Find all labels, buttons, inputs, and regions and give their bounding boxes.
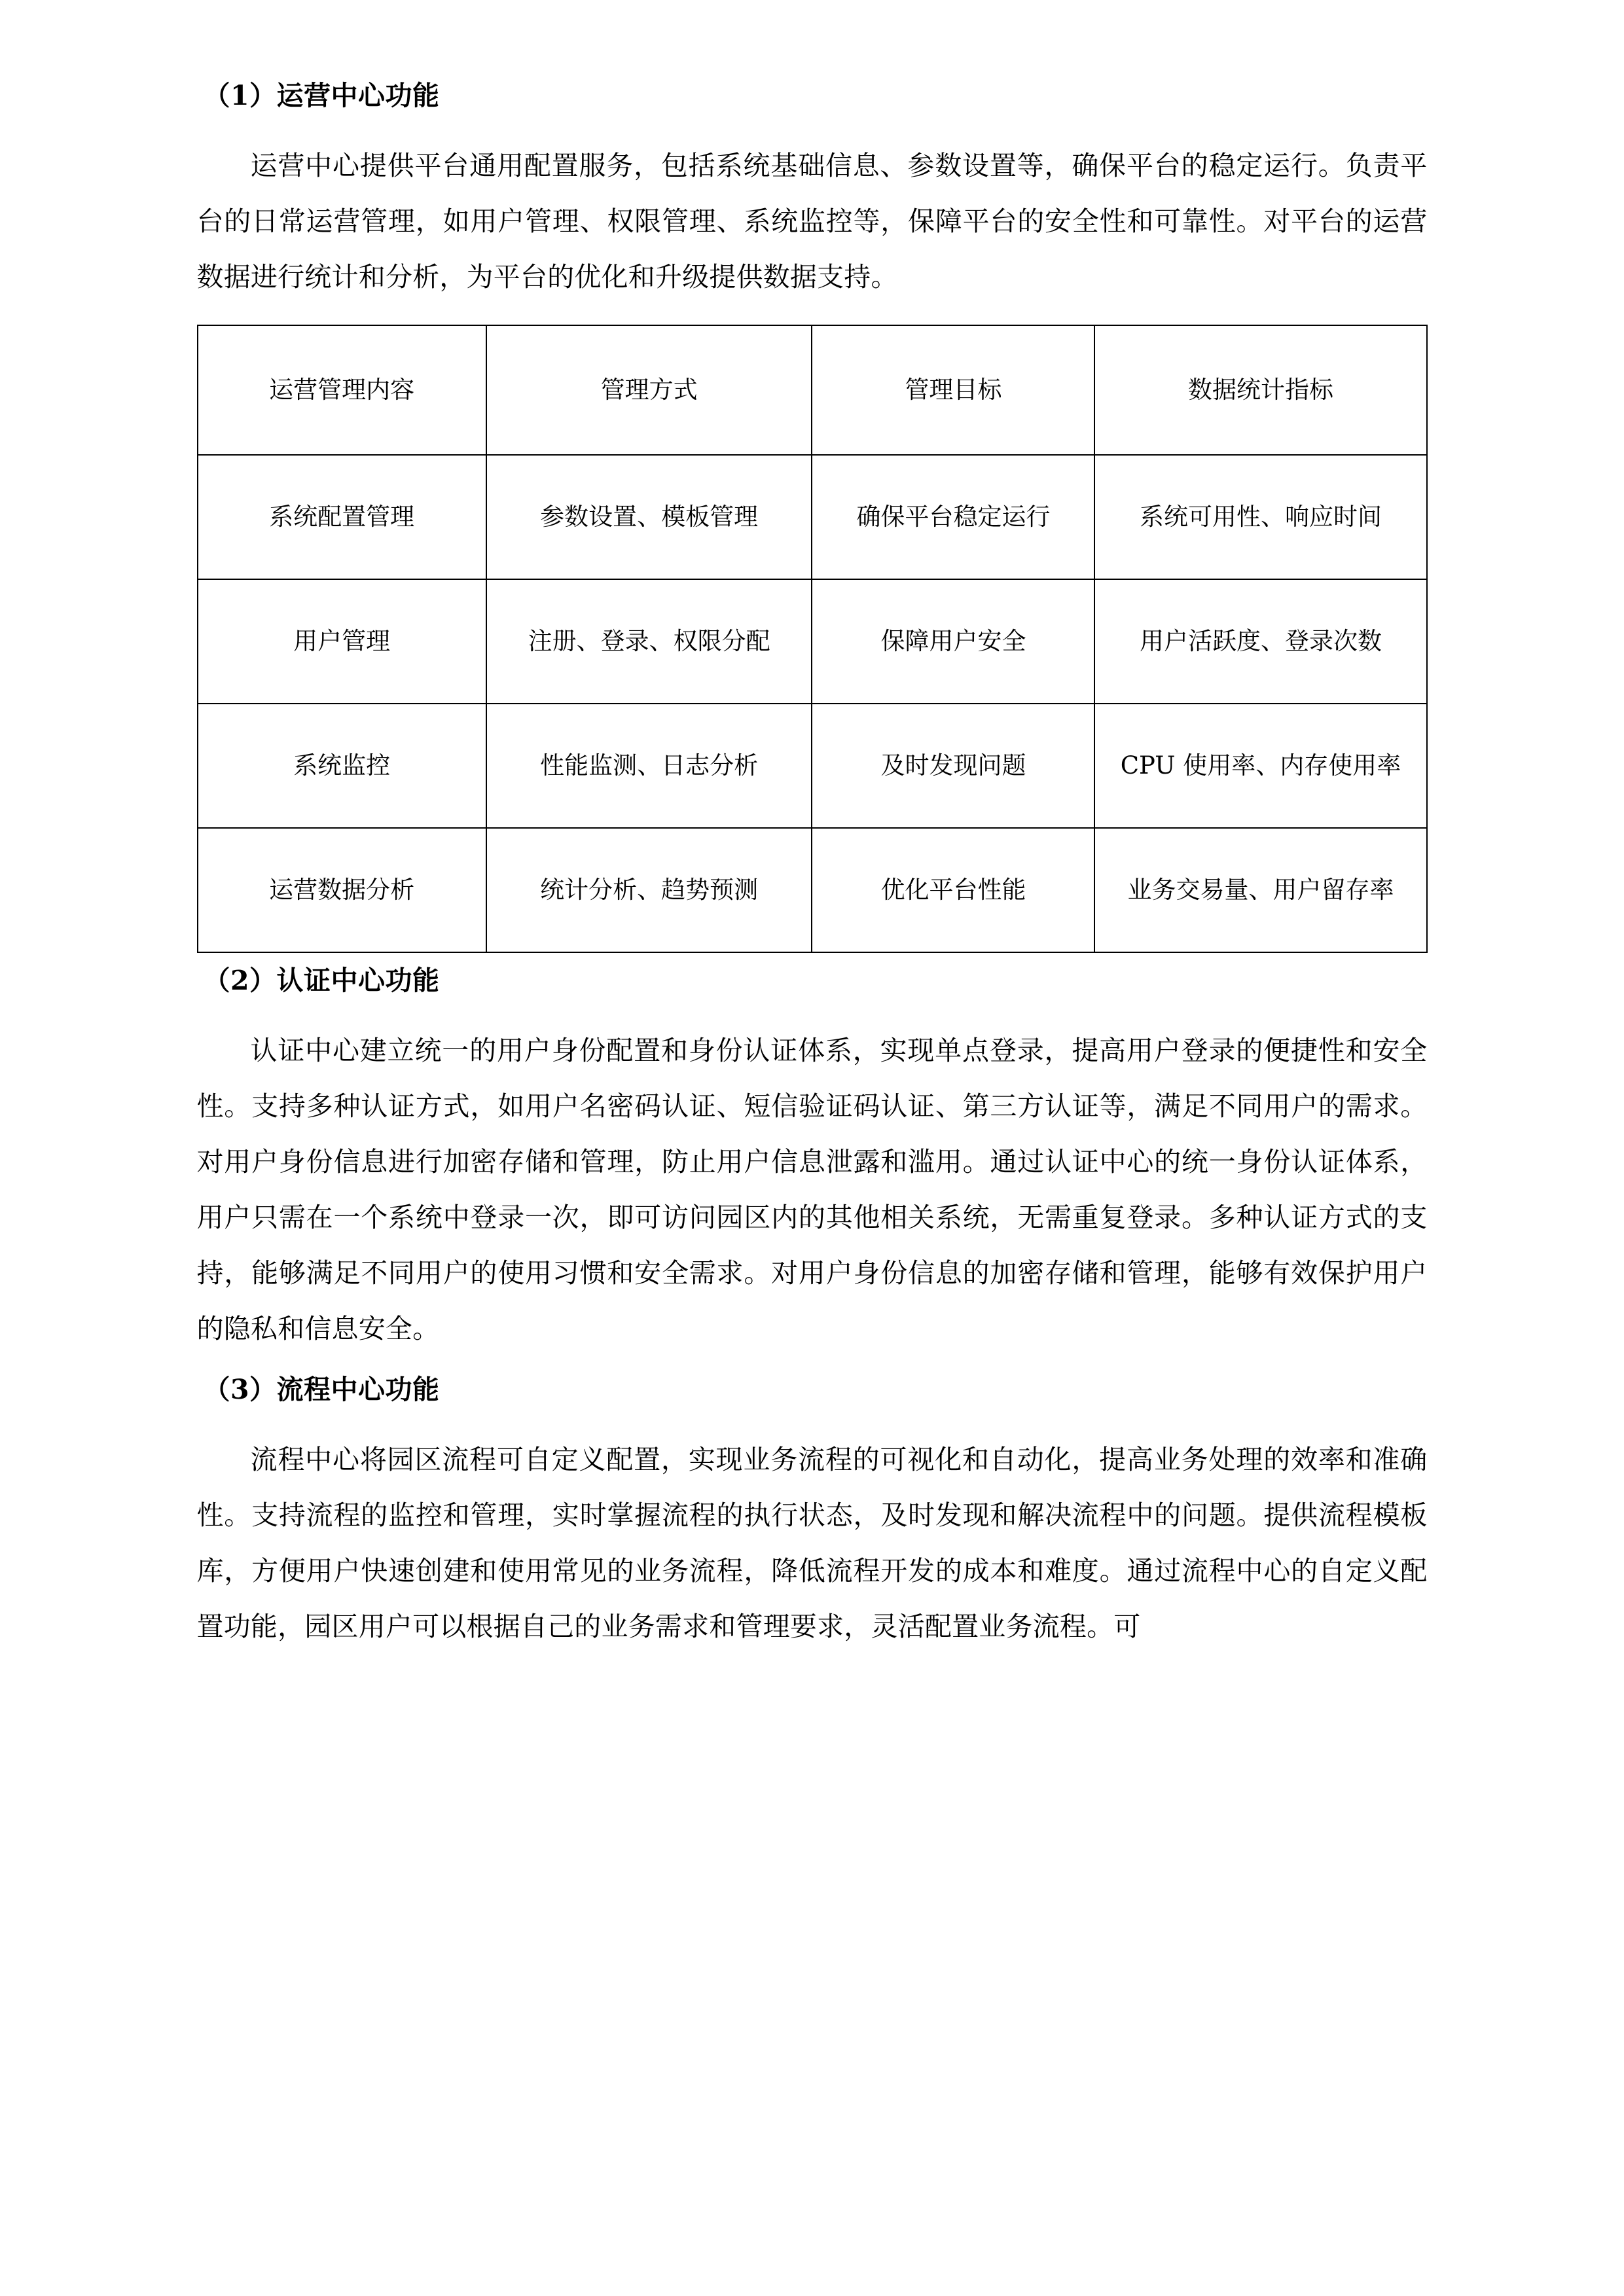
table-cell: 注册、登录、权限分配 — [486, 579, 812, 704]
table-cell: 保障用户安全 — [812, 579, 1094, 704]
table-cell: 用户活跃度、登录次数 — [1094, 579, 1426, 704]
table-cell: 业务交易量、用户留存率 — [1094, 828, 1426, 952]
table-cell: 确保平台稳定运行 — [812, 455, 1094, 579]
table-cell: 系统配置管理 — [198, 455, 486, 579]
paragraph-process-center: 流程中心将园区流程可自定义配置，实现业务流程的可视化和自动化，提高业务处理的效率和准确性。支持流程的监控和管理，实时掌握流程的执行状态，及时发现和解决流程中的问题。提供流程模板库，方便用户快速创建和使用常见的业务流程，降低流程开发的成本和难度。通过流程中心的自定义配置功能，园区用户可以根据自己的业务需求和管理要求，灵活配置业务流程。可 — [196, 1444, 1428, 1642]
table-cell: 运营数据分析 — [198, 828, 486, 952]
table-cell: 用户管理 — [198, 579, 486, 704]
paragraph-operations-center: 运营中心提供平台通用配置服务，包括系统基础信息、参数设置等，确保平台的稳定运行。负责平台的日常运营管理，如用户管理、权限管理、系统监控等，保障平台的安全性和可靠性。对平台的运营数据进行统计和分析，为平台的优化和升级提供数据支持。 — [196, 150, 1428, 293]
section-heading-auth-center: （2）认证中心功能 — [203, 965, 440, 996]
table-header-cell: 管理方式 — [486, 325, 812, 455]
table-cell: 优化平台性能 — [812, 828, 1094, 952]
table-row — [198, 455, 1427, 579]
table-header-cell: 管理目标 — [812, 325, 1094, 455]
table-header-row — [198, 325, 1427, 455]
table-cell: 参数设置、模板管理 — [486, 455, 812, 579]
table-cell: 性能监测、日志分析 — [486, 704, 812, 828]
table-cell: 系统可用性、响应时间 — [1094, 455, 1426, 579]
table-cell: 及时发现问题 — [812, 704, 1094, 828]
page-content — [197, 82, 1428, 1655]
table-cell: 统计分析、趋势预测 — [486, 828, 812, 952]
table-row — [198, 828, 1427, 952]
table-cell: 系统监控 — [198, 704, 486, 828]
table-cell: CPU 使用率、内存使用率 — [1094, 704, 1426, 828]
section-heading-operations-center: （1）运营中心功能 — [203, 80, 440, 111]
paragraph-auth-center: 认证中心建立统一的用户身份配置和身份认证体系，实现单点登录，提高用户登录的便捷性和安全性。支持多种认证方式，如用户名密码认证、短信验证码认证、第三方认证等，满足不同用户的需求。对用户身份信息进行加密存储和管理，防止用户信息泄露和滥用。通过认证中心的统一身份认证体系，用户只需在一个系统中登录一次，即可访问园区内的其他相关系统，无需重复登录。多种认证方式的支持，能够满足不同用户的使用习惯和安全需求。对用户身份信息的加密存储和管理，能够有效保护用户的隐私和信息安全。 — [196, 1035, 1428, 1344]
operations-management-table — [197, 325, 1428, 953]
table-header-cell: 运营管理内容 — [198, 325, 486, 455]
table-row — [198, 704, 1427, 828]
table-row — [198, 579, 1427, 704]
section-heading-process-center: （3）流程中心功能 — [203, 1374, 440, 1405]
table-header-cell: 数据统计指标 — [1094, 325, 1426, 455]
